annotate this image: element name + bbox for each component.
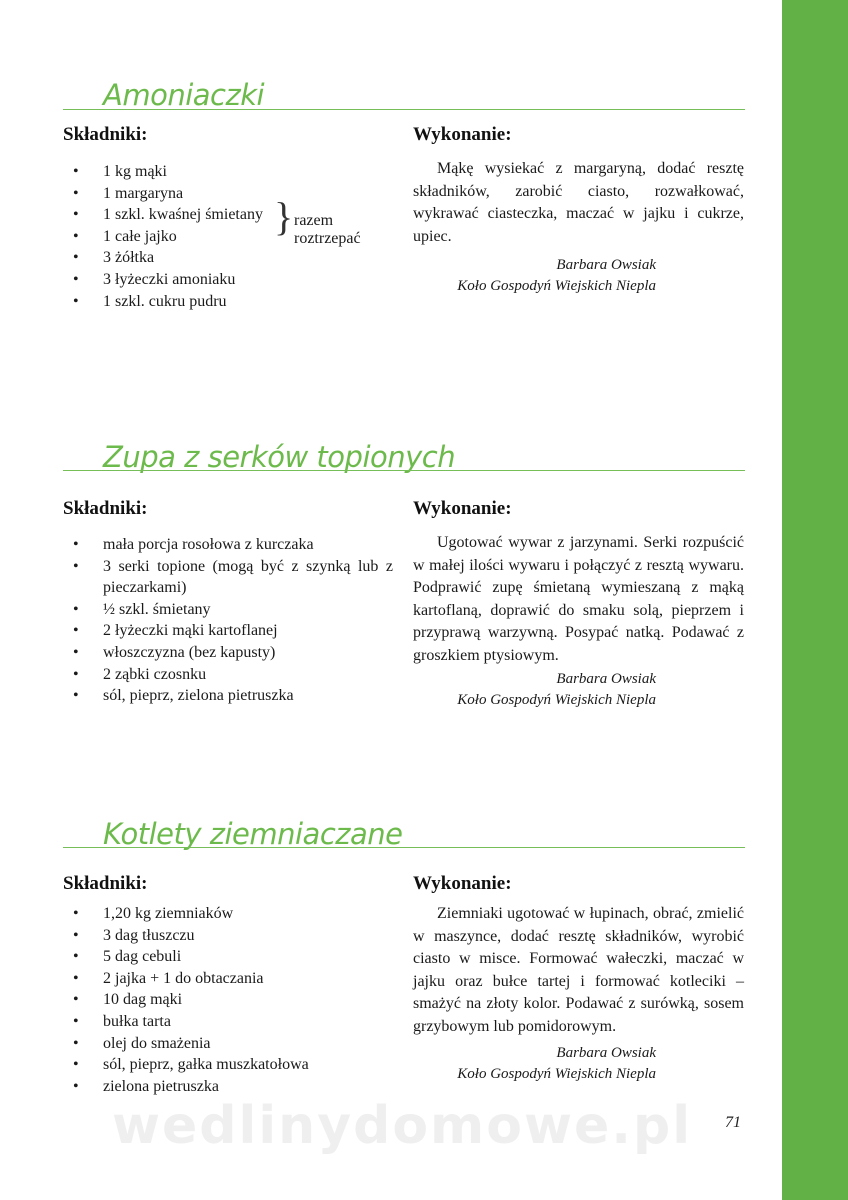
list-item: • włoszczyzna (bez kapusty) (73, 643, 276, 661)
list-item: • 3 dag tłuszczu (73, 926, 195, 944)
method-heading: Wykonanie: (413, 873, 512, 894)
title-rule (63, 470, 745, 471)
page-number: 71 (725, 1114, 741, 1131)
list-item: • 1 szkl. cukru pudru (73, 292, 227, 310)
ingredients-heading: Składniki: (63, 124, 148, 145)
green-sidebar (782, 0, 848, 1200)
recipe-title: Kotlety ziemniaczane (103, 817, 403, 851)
author-name: Barbara Owsiak (556, 671, 656, 687)
recipe-title: Zupa z serków topionych (103, 440, 456, 474)
title-rule (63, 847, 745, 848)
list-item: • 3 serki topione (mogą być z szynką lub z pieczarkami) (73, 557, 393, 597)
brace-symbol: } (274, 194, 294, 239)
method-text: Ugotować wywar z jarzynami. Serki rozpuścić w małej ilości wywaru i połączyć z resztą wywaru. Podprawić zupę śmietaną wymieszaną z mąką kartoflaną, doprawić do smaku solą, pieprzem i przyprawą warzywną. Posypać natką. Podawać z groszkiem ptysiowym. (413, 534, 744, 664)
list-item: • bułka tarta (73, 1012, 171, 1030)
list-item: • 1,20 kg ziemniaków (73, 905, 234, 922)
list-item: • sól, pieprz, zielona pietruszka (73, 687, 294, 705)
organization-name: Koło Gospodyń Wiejskich Niepla (457, 278, 656, 294)
signature (457, 255, 656, 297)
author-name: Barbara Owsiak (556, 257, 656, 273)
list-item: • 1 szkl. kwaśnej śmietany (73, 206, 263, 224)
ingredients-list (63, 903, 403, 1097)
author-name: Barbara Owsiak (556, 1045, 656, 1061)
method-heading: Wykonanie: (413, 498, 512, 519)
list-item: • 2 łyżeczki mąki kartoflanej (73, 622, 278, 640)
ingredients-list (63, 534, 393, 707)
brace-note: razem roztrzepać (294, 212, 361, 247)
organization-name: Koło Gospodyń Wiejskich Niepla (457, 1066, 656, 1082)
title-rule (63, 109, 745, 110)
watermark: wedlinydomowe.pl (112, 1096, 693, 1156)
list-item: • ½ szkl. śmietany (73, 600, 211, 618)
list-item: • 5 dag cebuli (73, 948, 182, 966)
list-item: • 1 całe jajko (73, 227, 177, 245)
organization-name: Koło Gospodyń Wiejskich Niepla (457, 692, 656, 708)
list-item: • 1 kg mąki (73, 163, 167, 180)
method-heading: Wykonanie: (413, 124, 512, 145)
recipe-title: Amoniaczki (103, 78, 265, 112)
list-item: • 3 żółtka (73, 249, 155, 267)
ingredients-heading: Składniki: (63, 498, 148, 519)
list-item: • 10 dag mąki (73, 991, 183, 1009)
list-item: • 3 łyżeczki amoniaku (73, 270, 236, 288)
list-item: • mała porcja rosołowa z kurczaka (73, 536, 314, 553)
method-text: Mąkę wysiekać z margaryną, dodać resztę składników, zarobić ciasto, rozwałkować, wykrawać ciasteczka, maczać w jajku i cukrze, upiec. (413, 160, 744, 245)
list-item: • 2 ząbki czosnku (73, 665, 207, 683)
list-item: • zielona pietruszka (73, 1077, 219, 1095)
list-item: • 2 jajka + 1 do obtaczania (73, 969, 264, 987)
ingredients-heading: Składniki: (63, 873, 148, 894)
method-text: Ziemniaki ugotować w łupinach, obrać, zmielić w maszynce, dodać resztę składników, wyrobić ciasto w misce. Formować wałeczki, maczać w jajku oraz bułce tartej i formować kotleciki – smażyć na złoty kolor. Podawać z surówką, sosem grzybowym lub pomidorowym. (413, 905, 744, 1035)
signature (457, 1043, 656, 1085)
signature (457, 669, 656, 711)
list-item: • olej do smażenia (73, 1034, 211, 1052)
list-item: • sól, pieprz, gałka muszkatołowa (73, 1056, 309, 1074)
list-item: • 1 margaryna (73, 184, 184, 202)
